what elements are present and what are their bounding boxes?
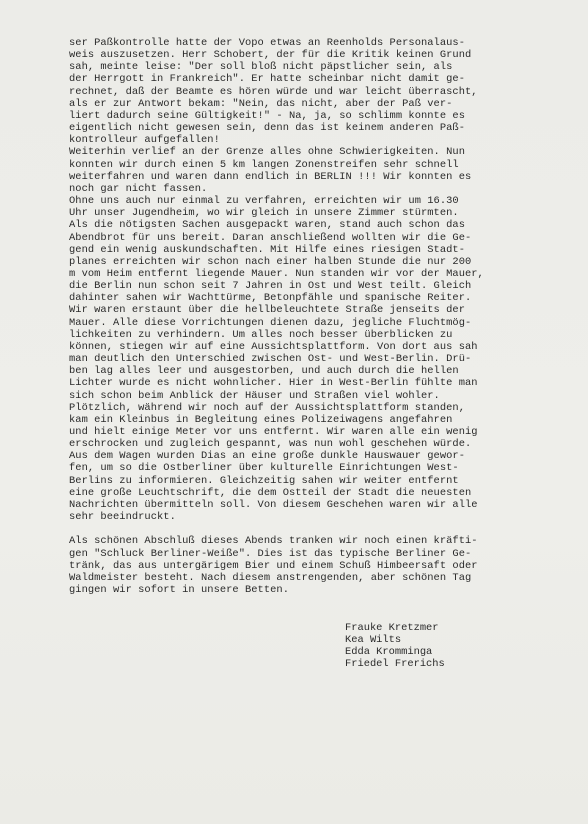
- text-line: und hielt einige Meter vor uns entfernt. Wir waren alle ein wenig: [69, 426, 478, 438]
- text-line: Als die nötigsten Sachen ausgepackt waren, stand auch schon das: [69, 219, 465, 232]
- text-line: Lichter wurde es nicht wohnlicher. Hier in West-Berlin fühlte man: [69, 377, 478, 390]
- text-line: Nachrichten übermitteln soll. Von diesem Geschehen waren wir alle: [69, 498, 478, 511]
- text-line: Ohne uns auch nur einmal zu verfahren, erreichten wir um 16.30: [69, 195, 459, 208]
- text-line: Waldmeister besteht. Nach diesem anstrengenden, aber schönen Tag: [69, 571, 472, 584]
- text-line: weis auszusetzen. Herr Schobert, der für die Kritik keinen Grund: [69, 49, 472, 62]
- signature-name: Kea Wilts: [345, 634, 402, 647]
- text-line: als er zur Antwort bekam: "Nein, das nicht, aber der Paß ver-: [69, 97, 453, 110]
- paragraph-gap: [69, 523, 581, 535]
- text-line: sehr beeindruckt.: [69, 511, 176, 524]
- text-line: erschrocken und zugleich gespannt, was nun wohl geschehen würde.: [69, 438, 472, 451]
- text-line: Berlins zu informieren. Gleichzeitig sahen wir weiter entfernt: [69, 474, 459, 487]
- text-line: die Berlin nun schon seit 7 Jahren in Ost und West teilt. Gleich: [69, 280, 472, 293]
- text-line: man deutlich den Unterschied zwischen Ost- und West-Berlin. Drü-: [69, 353, 472, 366]
- text-line: gen "Schluck Berliner-Weiße". Dies ist das typische Berliner Ge-: [69, 547, 472, 560]
- text-line: ben lag alles leer und ausgestorben, und auch durch die hellen: [69, 365, 459, 378]
- text-line: planes erreichten wir schon nach einer halben Stunde die nur 200: [69, 255, 472, 268]
- text-line: Wir waren erstaunt über die hellbeleuchtete Straße jenseits der: [69, 304, 465, 317]
- signature-name: Frauke Kretzmer: [345, 622, 439, 634]
- text-line: Abendbrot für uns bereit. Daran anschließend wollten wir die Ge-: [69, 231, 472, 244]
- text-line: gend ein wenig auskundschaften. Mit Hilfe eines riesigen Stadt-: [69, 243, 465, 256]
- text-line: Uhr unser Jugendheim, wo wir gleich in unsere Zimmer stürmten.: [69, 207, 459, 220]
- text-line: dahinter sahen wir Wachttürme, Betonpfähle und spanische Reiter.: [69, 292, 472, 305]
- text-line: lichkeiten zu verhindern. Um alles noch besser überblicken zu: [69, 328, 453, 341]
- text-line: weiterfahren und waren dann endlich in BERLIN !!! Wir konnten es: [69, 170, 472, 183]
- text-line: Plötzlich, während wir noch auf der Aussichtsplattform standen,: [69, 401, 465, 414]
- signature-name: Friedel Frerichs: [345, 658, 445, 671]
- signature-block: [345, 622, 445, 671]
- text-line: können, stiegen wir auf eine Aussichtsplattform. Von dort aus sah: [69, 340, 478, 353]
- body-text: [69, 37, 581, 596]
- text-line: liert dadurch seine Gültigkeit!" - Na, ja, so schlimm konnte es: [69, 109, 465, 122]
- text-line: Als schönen Abschluß dieses Abends tranken wir noch einen kräfti-: [69, 535, 478, 548]
- text-line: Mauer. Alle diese Vorrichtungen dienen dazu, jegliche Fluchtmög-: [69, 316, 472, 329]
- text-line: fen, um so die Ostberliner über kulturelle Einrichtungen West-: [69, 462, 459, 475]
- text-line: Weiterhin verlief an der Grenze alles ohne Schwierigkeiten. Nun: [69, 146, 465, 159]
- text-line: kam ein Kleinbus in Begleitung eines Polizeiwagens angefahren: [69, 413, 453, 426]
- text-line: konnten wir durch einen 5 km langen Zonenstreifen sehr schnell: [69, 158, 459, 171]
- text-line: m vom Heim entfernt liegende Mauer. Nun standen wir vor der Mauer,: [69, 267, 484, 280]
- text-line: eine große Leuchtschrift, die dem Ostteil der Stadt die neuesten: [69, 486, 472, 499]
- text-line: sich schon beim Anblick der Häuser und Straßen viel wohler.: [69, 389, 440, 402]
- text-line: Aus dem Wagen wurden Dias an eine große dunkle Hauswauer gewor-: [69, 450, 465, 463]
- text-line: sah, meinte leise: "Der soll bloß nicht päpstlicher sein, als: [69, 61, 453, 74]
- signature-name: Edda Kromminga: [345, 646, 433, 659]
- text-line: noch gar nicht fassen.: [69, 182, 208, 195]
- text-line: kontrolleur aufgefallen!: [69, 134, 220, 147]
- text-line: gingen wir sofort in unsere Betten.: [69, 584, 289, 597]
- text-line: tränk, das aus untergärigem Bier und einem Schuß Himbeersaft oder: [69, 559, 478, 572]
- text-line: der Herrgott in Frankreich". Er hatte scheinbar nicht damit ge-: [69, 73, 465, 86]
- text-line: rechnet, daß der Beamte es hören würde und war leicht überrascht,: [69, 85, 478, 98]
- text-line: ser Paßkontrolle hatte der Vopo etwas an Reenholds Personalaus-: [69, 37, 465, 49]
- text-line: eigentlich nicht gewesen sein, denn das ist keinem anderen Paß-: [69, 122, 465, 135]
